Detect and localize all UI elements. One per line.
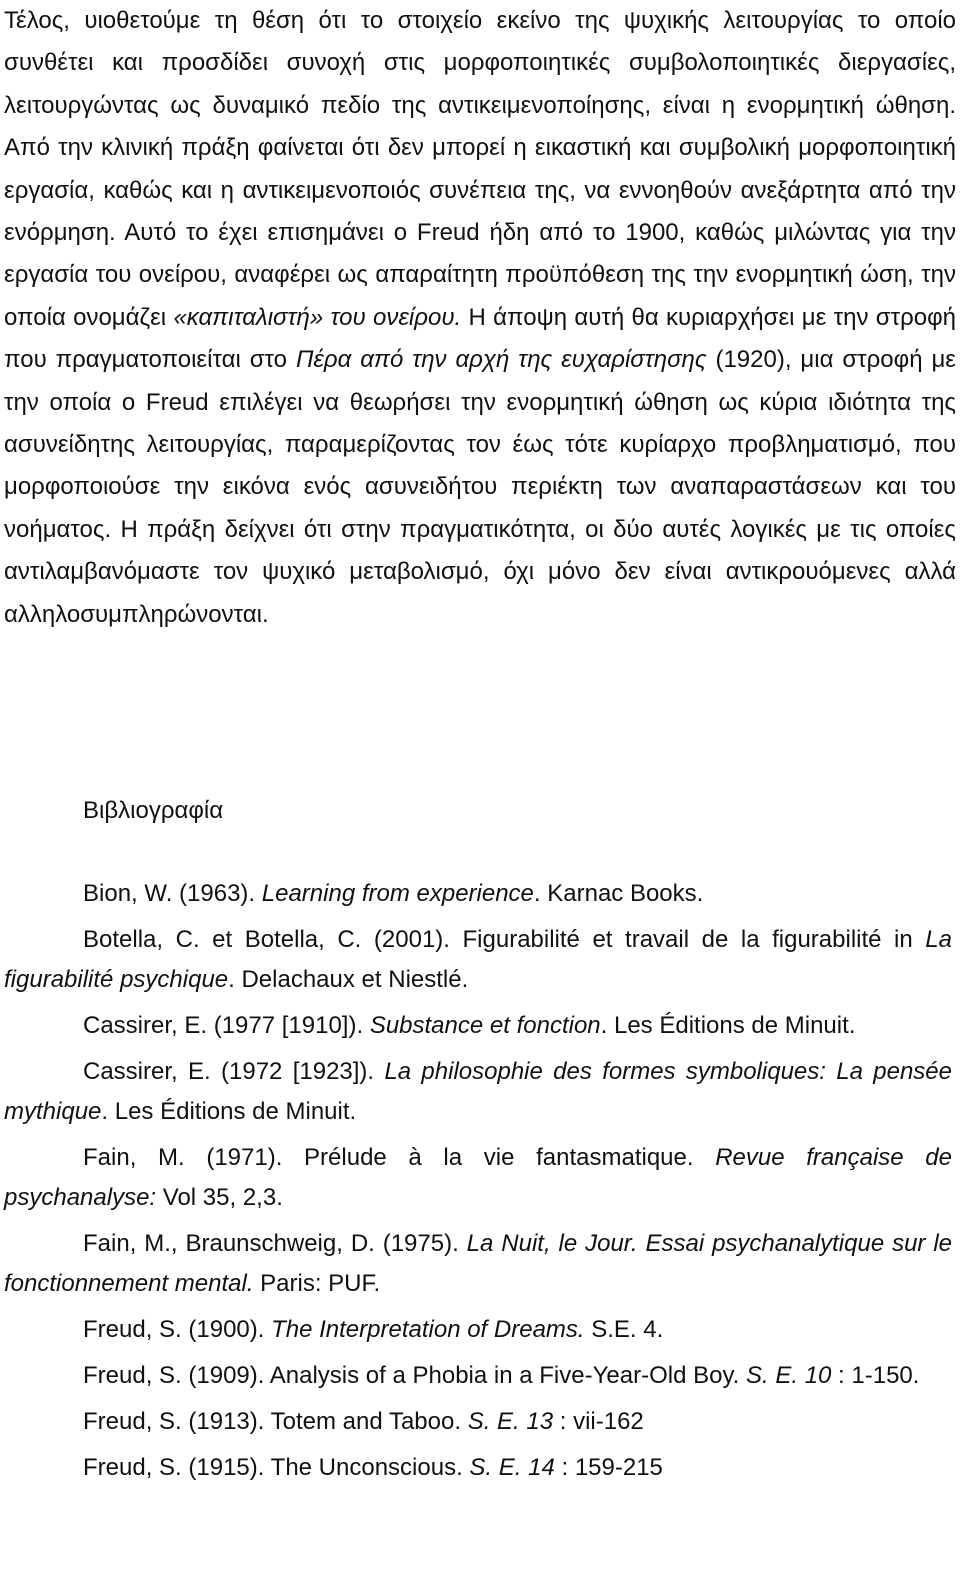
reference-item (4, 1006, 952, 1046)
reference-item (4, 1138, 952, 1218)
ref-text: Freud, S. (1900). (83, 1316, 272, 1343)
ref-title: Learning from experience (261, 880, 534, 907)
ref-text: . Les Éditions de Minuit. (101, 1098, 357, 1125)
ref-text: Freud, S. (1915). The Unconscious. (83, 1454, 470, 1481)
paragraph-segment: (1920), μια στροφή με την οποία ο Freud επιλέγει να θεωρήσει την ενορμητική ώθηση ως κύρια ιδιότητα της ασυνείδητης λειτουργίας, παραμερίζοντας τον έως τότε κυρίαρχο προβληματισμό, που μορφοποιούσε την εικόνα ενός ασυνειδήτου περιέκτη των αναπαραστάσεων και του νοήματος. Η πράξη δείχνει ότι στην πραγματικότητα, οι δύο αυτές λογικές με τις οποίες αντιλαμβανόμαστε τον ψυχικό μεταβολισμό, όχι μόνο δεν είναι αντικρουόμενες αλλά αλληλοσυμπληρώνονται. (4, 346, 956, 628)
ref-text: : 1-150. (831, 1362, 920, 1389)
ref-text: : 159-215 (554, 1454, 663, 1481)
ref-text: Fain, M. (1971). Prélude à la vie fantasmatique. (83, 1144, 716, 1171)
ref-text: Vol 35, 2,3. (156, 1184, 283, 1211)
ref-text: Cassirer, E. (1977 [1910]). (83, 1012, 370, 1039)
ref-text: Cassirer, E. (1972 [1923]). (83, 1058, 385, 1085)
ref-title: S. E. 10 (746, 1362, 832, 1389)
reference-item (4, 920, 952, 1000)
ref-text: . Les Éditions de Minuit. (600, 1012, 856, 1039)
ref-title: S. E. 13 (467, 1408, 554, 1435)
ref-text: Freud, S. (1909). Analysis of a Phobia in a Five-Year-Old Boy. (83, 1362, 746, 1389)
ref-text: Bion, W. (1963). (83, 880, 262, 907)
reference-item (4, 1052, 952, 1132)
ref-text: Fain, M., Braunschweig, D. (1975). (83, 1230, 467, 1257)
paragraph-segment-italic: «καπιταλιστή» του ονείρου. (173, 303, 462, 331)
ref-text: . Karnac Books. (533, 880, 704, 907)
ref-title: La philosophie des formes symboliques: La pensée mythique (4, 1058, 953, 1125)
paragraph-segment: Η άποψη αυτή θα κυριαρχήσει με την στροφή που πραγματοποιείται στο (4, 303, 956, 374)
bibliography-heading: Βιβλιογραφία (83, 797, 224, 824)
ref-text: Paris: PUF. (253, 1270, 381, 1297)
body-paragraph (4, 0, 956, 636)
reference-item (4, 1448, 952, 1488)
ref-title: Revue française de psychanalyse: (4, 1144, 952, 1211)
paragraph-segment-italic: Πέρα από την αρχή της ευχαρίστησης (295, 346, 707, 374)
reference-list (4, 874, 952, 1494)
ref-text: Botella, C. et Botella, C. (2001). Figurabilité et travail de la figurabilité in (83, 926, 926, 953)
ref-title: La Nuit, le Jour. Essai psychanalytique sur le fonctionnement mental. (4, 1230, 953, 1297)
ref-text: Freud, S. (1913). Totem and Taboo. (83, 1408, 468, 1435)
paragraph-segment: Τέλος, υιοθετούμε τη θέση ότι το στοιχείο εκείνο της ψυχικής λειτουργίας το οποίο συνθέτει και προσδίδει συνοχή στις μορφοποιητικές συμβολοποιητικές διεργασίες, λειτουργώντας ως δυναμικό πεδίο της αντικειμενοποίησης, είναι η ενορμητική ώθηση. Από την κλινική πράξη φαίνεται ότι δεν μπορεί η εικαστική και συμβολική μορφοποιητική εργασία, καθώς και η αντικειμενοποιός συνέπεια της, να εννοηθούν ανεξάρτητα από την ενόρμηση. Αυτό το έχει επισημάνει ο Freud ήδη από το 1900, καθώς μιλώντας για την εργασία του ονείρου, αναφέρει ως απαραίτητη προϋπόθεση της την ενορμητική ώση, την οποία ονομάζει (4, 7, 956, 331)
reference-item (4, 874, 952, 914)
ref-title: S. E. 14 (469, 1454, 555, 1481)
ref-text: . Delachaux et Niestlé. (228, 966, 469, 993)
reference-item (4, 1356, 952, 1396)
ref-text: S.E. 4. (584, 1316, 664, 1343)
ref-title: La figurabilité psychique (4, 926, 952, 993)
reference-item (4, 1310, 952, 1350)
ref-text: : vii-162 (553, 1408, 644, 1435)
ref-title: The Interpretation of Dreams. (271, 1316, 585, 1343)
reference-item (4, 1402, 952, 1442)
ref-title: Substance et fonction (369, 1012, 601, 1039)
reference-item (4, 1224, 952, 1304)
